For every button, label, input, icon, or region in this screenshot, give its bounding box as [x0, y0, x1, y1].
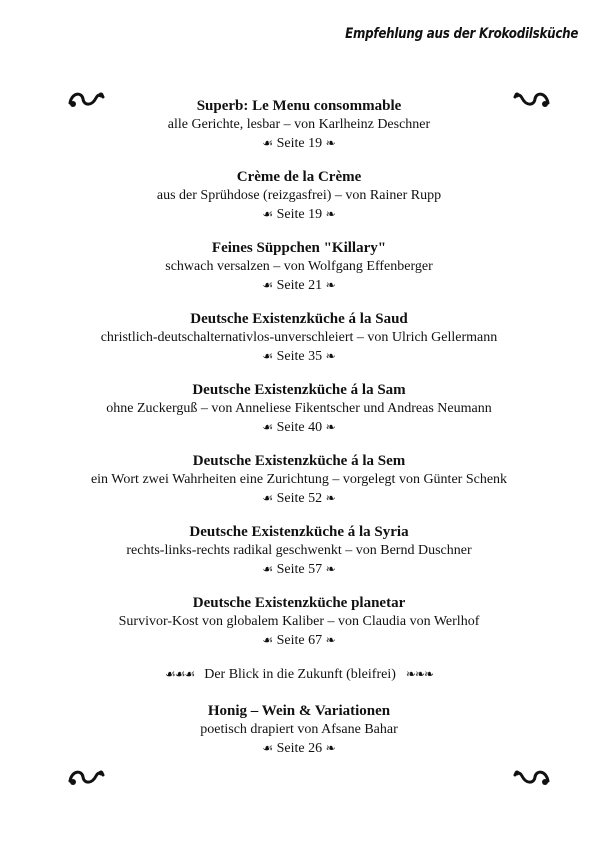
menu-entry [0, 381, 598, 437]
entry-title: Deutsche Existenzküche á la Sam [192, 382, 406, 398]
page-number: Seite 26 [276, 741, 323, 756]
entry-title: Deutsche Existenzküche á la Syria [189, 524, 409, 540]
entry-subtitle: Survivor-Kost von globalem Kaliber – von Claudia von Werlhof [118, 614, 480, 629]
fleuron-left-icon: ☙ [262, 207, 274, 221]
entry-title: Deutsche Existenzküche á la Sem [192, 453, 406, 469]
fleuron-right-icon: ❧ [325, 633, 336, 647]
fleuron-right-icon: ❧ [325, 207, 336, 221]
fleuron-right-icon: ❧ [325, 491, 336, 505]
page-number: Seite 35 [276, 349, 323, 364]
entry-page [0, 418, 598, 437]
entry-subtitle: ein Wort zwei Wahrheiten eine Zurichtung – vorgelegt von Günter Schenk [90, 472, 508, 487]
page-header: Empfehlung aus der Krokodilsküche [344, 26, 578, 42]
fleuron-left-icon: ☙ [262, 491, 274, 505]
entry-page [0, 134, 598, 153]
page-number: Seite 67 [276, 633, 323, 648]
fleuron-left-icon: ☙ [262, 278, 274, 292]
entry-title: Feines Süppchen "Killary" [211, 240, 387, 256]
entry-subtitle: alle Gerichte, lesbar – von Karlheinz Deschner [167, 117, 431, 132]
entry-title: Deutsche Existenzküche á la Saud [190, 311, 408, 327]
menu-entry [0, 523, 598, 579]
fleuron-left-icon: ☙ [262, 349, 274, 363]
entry-page [0, 276, 598, 295]
entry-subtitle: christlich-deutschalternativlos-unverschleiert – von Ulrich Gellermann [100, 330, 498, 345]
menu-entry [0, 310, 598, 366]
entry-subtitle: ohne Zuckerguß – von Anneliese Fikentscher und Andreas Neumann [106, 401, 492, 416]
menu-entry [0, 452, 598, 508]
fleuron-right-icon: ❧ [325, 349, 336, 363]
entry-title: Superb: Le Menu consommable [196, 98, 402, 114]
page-number: Seite 19 [276, 207, 323, 222]
menu-entry [0, 239, 598, 295]
fleuron-right-icon: ❧ [325, 562, 336, 576]
entry-page [0, 739, 598, 758]
page-number: Seite 21 [276, 278, 323, 293]
fleuron-right-icon: ❧ [325, 278, 336, 292]
fleuron-right-icon: ❧ [325, 420, 336, 434]
menu-entry [0, 168, 598, 224]
fleuron-left-icon: ☙ [262, 136, 274, 150]
menu-list [0, 97, 598, 773]
entry-page [0, 205, 598, 224]
page-number: Seite 19 [276, 136, 323, 151]
fleuron-left-icon: ☙☙☙ [164, 667, 195, 681]
entry-subtitle: schwach versalzen – von Wolfgang Effenberger [165, 259, 433, 274]
page-number: Seite 40 [276, 420, 323, 435]
menu-entry [0, 702, 598, 758]
entry-title: Crème de la Crème [236, 169, 362, 185]
fleuron-right-icon: ❧❧❧ [405, 667, 434, 681]
entry-page [0, 560, 598, 579]
fleuron-right-icon: ❧ [325, 136, 336, 150]
entry-subtitle: rechts-links-rechts radikal geschwenkt – von Bernd Duschner [126, 543, 472, 558]
fleuron-left-icon: ☙ [262, 420, 274, 434]
menu-entry [0, 97, 598, 153]
entry-title: Deutsche Existenzküche planetar [192, 595, 406, 611]
entry-title: Honig – Wein & Variationen [207, 703, 391, 719]
entry-page [0, 631, 598, 650]
fleuron-left-icon: ☙ [262, 633, 274, 647]
fleuron-right-icon: ❧ [325, 741, 336, 755]
entry-page [0, 347, 598, 366]
menu-entry [0, 594, 598, 650]
page-number: Seite 57 [276, 562, 323, 577]
fleuron-left-icon: ☙ [262, 741, 274, 755]
fleuron-left-icon: ☙ [262, 562, 274, 576]
entry-subtitle: aus der Sprühdose (reizgasfrei) – von Rainer Rupp [156, 188, 442, 203]
divider-text: Der Blick in die Zukunft (bleifrei) [204, 667, 396, 682]
entry-page [0, 489, 598, 508]
entry-subtitle: poetisch drapiert von Afsane Bahar [200, 722, 398, 737]
page-number: Seite 52 [276, 491, 323, 506]
section-divider [0, 665, 598, 684]
